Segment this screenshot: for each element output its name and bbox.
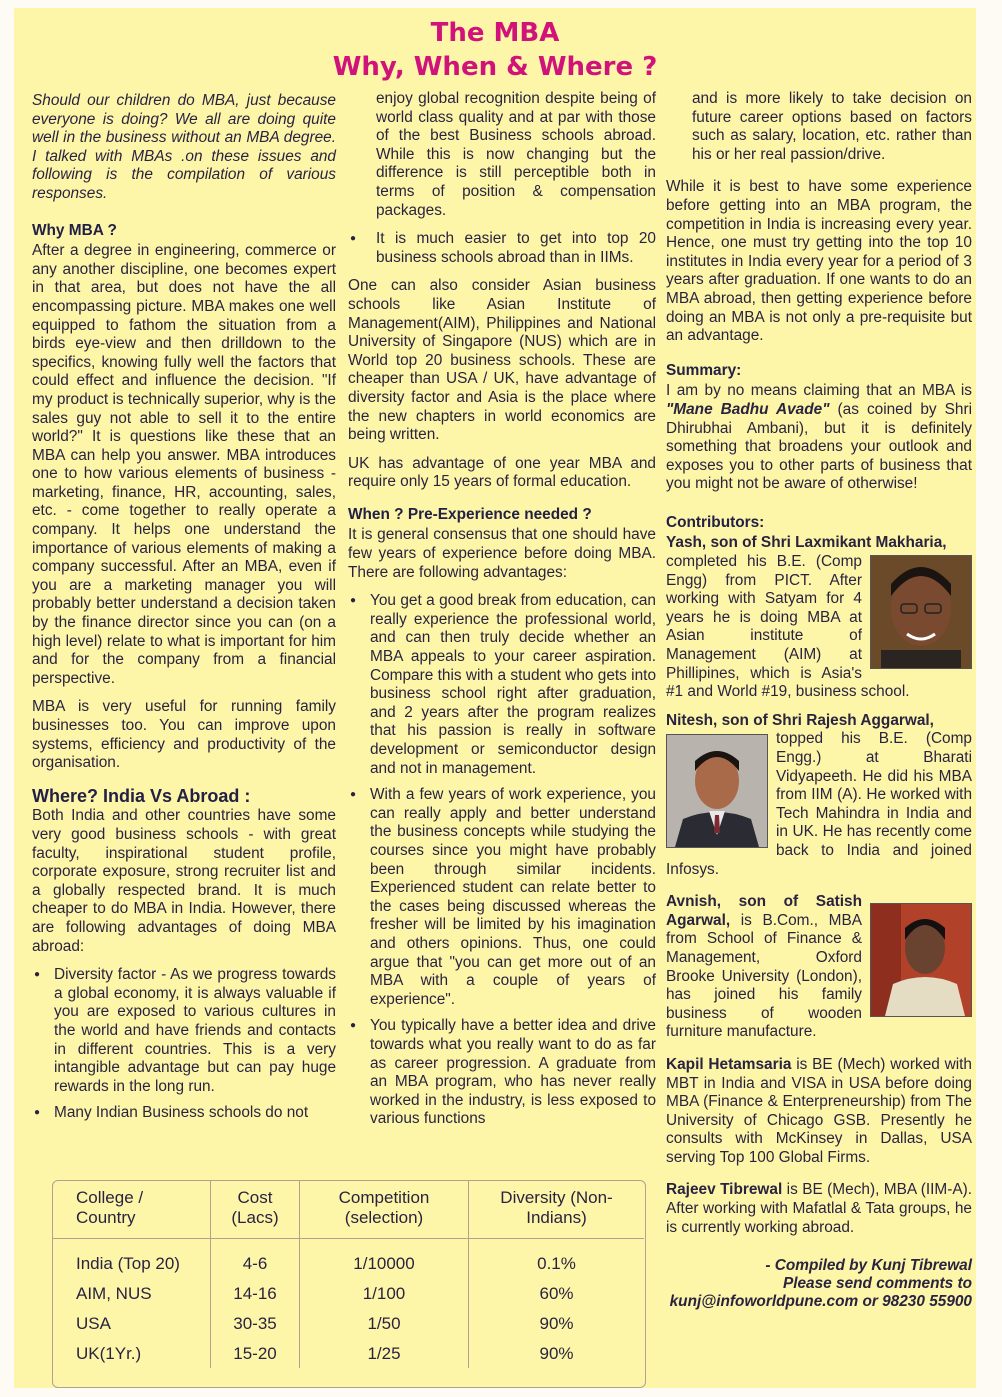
experience-advantages-list <box>348 592 656 1129</box>
contributor-nitesh-text: topped his B.E. (Comp Engg.) at Bharati Vidyapeeth. He did his MBA from IIM (A). He worked with Tech Mahindra in India and in UK. He has recently come back to India and joined Infosys. <box>666 730 972 878</box>
avnish-photo <box>870 903 972 1017</box>
comments-note: Please send comments to <box>782 1275 972 1293</box>
contributors-heading: Contributors: <box>666 513 765 531</box>
table-row: UK(1Yr.) 15-20 1/25 90% <box>52 1338 644 1368</box>
header-college: College / Country <box>52 1180 211 1239</box>
contact-info: kunj@infoworldpune.com or 98230 55900 <box>669 1293 972 1311</box>
list-item: ● You typically have a better idea and drive towards what you really want to do as far as career progression. A graduate from an MBA program, who has never really worked in the industry, is less exposed to various functions <box>348 1017 656 1129</box>
why-mba-paragraph: After a degree in engineering, commerce or any another discipline, one becomes expert in that area, but does not have the all encompassing picture. MBA makes one well equipped to fathom the situation from a birds eye-view and then drilldown to the specifics, knowing fully well the factors that could effect and influence the decision. "If my product is technically superior, why is the sales guy not able to sell it to the entire world?" It is questions like these that an MBA can help you answer. MBA introduces one to how various elements of business - marketing, finance, HR, accounting, sales, etc. - come together to really operate a company. It helps one understand the importance of various elements of making a company successful. After an MBA, even if you are a marketing manager you will probably better understand a decision taken by the finance director since you can (on a high level) relate to what is important for him and for the company from a financial perspective. <box>32 242 336 687</box>
summary-heading: Summary: <box>666 361 742 379</box>
compiled-by-block <box>666 1257 972 1311</box>
column-1 <box>32 92 336 1133</box>
summary-paragraph: I am by no means claiming that an MBA is "Mane Badhu Avade" (as coined by Shri Dhirubhai Ambani), but it is definitely something that broadens your outlook and exposes you to other parts of business that you might not be aware of otherwise! <box>666 382 972 493</box>
list-item: ● Many Indian Business schools do not <box>32 1104 336 1123</box>
contributor-avnish: Avnish, son of Satish Agarwal, is B.Com., MBA from School of Finance & Management, Oxford Brooke University (London), has joined his family business of wooden furniture manufacture. <box>666 893 862 1041</box>
table-row: USA 30-35 1/50 90% <box>52 1308 644 1338</box>
abroad-advantages-list-cont <box>348 230 656 267</box>
family-business-paragraph: MBA is very useful for running family businesses too. You can improve upon systems, efficiency and productivity of the organisation. <box>32 698 336 772</box>
contributor-yash-text: completed his B.E. (Comp Engg) from PICT. After working with Satyam for 4 years he is doing MBA at Asian institute of Management (AIM) at Phillipines, which is Asia's #1 and World #19, business school. <box>666 553 910 701</box>
list-item: ● It is much easier to get into top 20 business schools abroad than in IIMs. <box>348 230 656 267</box>
list-item: ● You get a good break from education, can really experience the professional world, and can then truly decide whether an MBA appeals to your career aspiration. Compare this with a student who gets into business school right after graduation, and 2 years after the program realizes that his passion is really in software development or semiconductor design and not in management. <box>348 592 656 778</box>
when-paragraph: It is general consensus that one should have few years of experience before doing MBA. There are following advantages: <box>348 526 656 581</box>
portrait-image <box>667 735 767 847</box>
compiled-by: - Compiled by Kunj Tibrewal <box>765 1257 972 1275</box>
column-3 <box>666 90 972 1311</box>
article-title: The MBA <box>430 18 560 48</box>
article-subtitle: Why, When & Where ? <box>332 52 658 82</box>
yash-photo <box>870 555 972 669</box>
experience-paragraph: While it is best to have some experience before getting into an MBA program, the competition in India is increasing every year. Hence, one must try getting into the top 10 institutes in India every year for a period of 3 years after graduation. If one wants to do an MBA abroad, then getting experience before doing an MBA is not only a pre-requisite but an advantage. <box>666 178 972 345</box>
asian-schools-paragraph: One can also consider Asian business schools like Asian Institute of Management(AIM), Philippines and National University of Singapore (NUS) which are in World top 20 business schools. These are cheaper than USA / UK, have advantage of diversity factor and Asia is the place where the new chapters in world economics are being written. <box>348 277 656 444</box>
contributor-nitesh-name: Nitesh, son of Shri Rajesh Aggarwal, <box>666 711 934 729</box>
list-item: ● Diversity factor - As we progress towards a global economy, it is always valuable if you are exposed to various cultures in the world and have friends and contacts in different countries. This is a very intangible advantage but can pay huge rewards in the long run. <box>32 966 336 1096</box>
header-cost: Cost (Lacs) <box>211 1180 300 1239</box>
comparison-table <box>52 1180 644 1368</box>
portrait-image <box>871 556 971 668</box>
table-row: AIM, NUS 14-16 1/100 60% <box>52 1278 644 1308</box>
where-heading: Where? India Vs Abroad : <box>32 785 251 806</box>
where-paragraph: Both India and other countries have some very good business schools - with great faculty, inspirational student profile, corporate exposure, strong recruiter list and a globally respected brand. It is much cheaper to do MBA in India. However, there are following advantages of doing MBA abroad: <box>32 807 336 955</box>
career-continued: and is more likely to take decision on future career options based on factors such as salary, location, etc. rather than his or her real passion/drive. <box>692 90 972 163</box>
when-heading: When ? Pre-Experience needed ? <box>348 505 592 523</box>
uk-paragraph: UK has advantage of one year MBA and require only 15 years of formal education. <box>348 454 656 491</box>
intro-paragraph: Should our children do MBA, just because everyone is doing? We all are doing quite well in the business without an MBA degree. I talked with MBAs .on these issues and following is the compilation of various responses. <box>32 92 336 202</box>
header-competition: Competition (selection) <box>300 1180 469 1239</box>
magazine-page <box>14 8 976 1388</box>
column-2 <box>348 90 656 1139</box>
table-row: India (Top 20) 4-6 1/10000 0.1% <box>52 1239 644 1279</box>
nitesh-photo <box>666 734 768 848</box>
why-mba-heading: Why MBA ? <box>32 221 117 239</box>
abroad-advantages-list <box>32 966 336 1123</box>
recognition-continued: enjoy global recognition despite being of world class quality and at par with those of the best Business schools abroad. While this is now changing but the difference is still perceptible both in terms of position & compensation packages. <box>376 90 656 219</box>
contributor-rajeev: Rajeev Tibrewal is BE (Mech), MBA (IIM-A). After working with Mafatlal & Tata groups, he is currently working abroad. <box>666 1181 973 1236</box>
contributor-kapil: Kapil Hetamsaria is BE (Mech) worked with MBT in India and VISA in USA before doing MBA (Finance & Enterpreneurship) from The University of Chicago GSB. Presently he consults with McKinsey in Dallas, USA serving Top 100 Global Firms. <box>666 1055 972 1166</box>
contributor-yash-name: Yash, son of Shri Laxmikant Makharia, <box>666 534 947 552</box>
portrait-image <box>871 904 971 1016</box>
list-item: ● With a few years of work experience, you can really apply and better understand the business concepts while studying the courses since you might have probably been through similar incidents. Experienced student can relate better to the cases being discussed whereas the fresher will be limited by his imagination and others opinions. Thus, one could argue that "you can get more out of an MBA with a couple of years of experience". <box>348 786 656 1009</box>
header-diversity: Diversity (Non-Indians) <box>469 1180 645 1239</box>
table-header-row <box>52 1180 644 1239</box>
